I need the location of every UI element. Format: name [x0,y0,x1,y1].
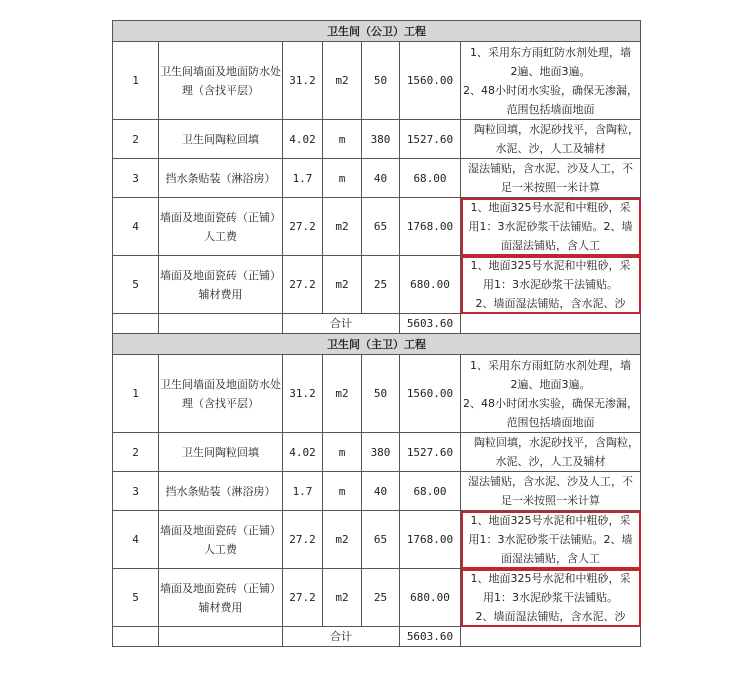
description-line: 足一米按照一米计算 [501,494,601,507]
item-name-cell: 墙面及地面瓷砖（正铺）人工费 [159,198,283,256]
empty-cell [113,314,159,334]
item-name-cell: 挡水条贴装（淋浴房） [159,159,283,198]
unit-cell: m2 [323,42,362,120]
description-line: 2、墙面湿法铺贴，含水泥、沙 [475,297,626,310]
item-name-cell: 墙面及地面瓷砖（正铺）辅材费用 [159,256,283,314]
quantity-cell: 27.2 [283,256,323,314]
highlighted-description-cell [461,511,641,569]
description-line: 2遍、地面3遍。 [510,64,591,78]
unit-cell: m [323,433,362,472]
table-row [113,472,641,511]
highlighted-description-cell [461,256,641,314]
description-line: 足一米按照一米计算 [501,181,601,194]
quantity-cell: 31.2 [283,42,323,120]
section-header-row [113,334,641,355]
empty-cell [159,627,283,647]
unit-cell: m [323,159,362,198]
item-name-cell: 卫生间陶粒回填 [159,433,283,472]
row-number-cell: 5 [113,569,159,627]
unit-price-cell: 40 [362,159,400,198]
total-label: 合计 [283,627,400,647]
amount-cell: 68.00 [400,472,461,511]
description-line: 用1：3水泥砂浆干法铺贴。 [483,278,619,291]
amount-cell: 1527.60 [400,433,461,472]
description-line: 2、墙面湿法铺贴，含水泥、沙 [475,610,626,623]
description-line: 用1：3水泥砂浆干法铺贴。 [483,591,619,604]
item-name-cell: 卫生间墙面及地面防水处理（含找平层） [159,355,283,433]
section-header-row [113,21,641,42]
table-row [113,159,641,198]
unit-cell: m2 [323,355,362,433]
table-row [113,42,641,120]
empty-cell [461,314,641,334]
description-line: 1、地面325号水泥和中粗砂，采 [470,514,631,527]
description-line: 1、采用东方雨虹防水剂处理，墙 [470,358,632,372]
description-line: 2、48小时闭水实验，确保无渗漏， [463,396,639,410]
description-line: 2遍、地面3遍。 [510,377,591,391]
row-number-cell: 1 [113,355,159,433]
row-number-cell: 1 [113,42,159,120]
total-value: 5603.60 [400,314,461,334]
table-row [113,569,641,627]
table-body [113,21,641,647]
quotation-table [112,20,641,647]
description-line: 1、采用东方雨虹防水剂处理，墙 [470,45,632,59]
item-name-cell: 墙面及地面瓷砖（正铺）辅材费用 [159,569,283,627]
quantity-cell: 27.2 [283,511,323,569]
amount-cell: 1768.00 [400,198,461,256]
total-label: 合计 [283,314,400,334]
quantity-cell: 1.7 [283,472,323,511]
unit-price-cell: 40 [362,472,400,511]
description-cell [461,159,641,198]
item-name-cell: 墙面及地面瓷砖（正铺）人工费 [159,511,283,569]
amount-cell: 1560.00 [400,355,461,433]
item-name-cell: 卫生间陶粒回填 [159,120,283,159]
total-value: 5603.60 [400,627,461,647]
section-title: 卫生间（公卫）工程 [113,21,641,42]
unit-price-cell: 380 [362,433,400,472]
row-number-cell: 4 [113,198,159,256]
empty-cell [461,627,641,647]
unit-cell: m2 [323,511,362,569]
row-number-cell: 5 [113,256,159,314]
highlighted-description-cell [461,198,641,256]
description-line: 陶粒回填，水泥砂找平，含陶粒， [474,436,640,449]
amount-cell: 680.00 [400,569,461,627]
table-row [113,511,641,569]
description-line: 陶粒回填，水泥砂找平，含陶粒， [474,123,640,136]
section-title: 卫生间（主卫）工程 [113,334,641,355]
description-cell [461,433,641,472]
quantity-cell: 4.02 [283,120,323,159]
description-line: 1、地面325号水泥和中粗砂，采 [470,259,631,272]
item-name-cell: 挡水条贴装（淋浴房） [159,472,283,511]
description-line: 用1：3水泥砂浆干法铺贴。2、墙 [468,220,633,233]
empty-cell [113,627,159,647]
description-cell [461,42,641,120]
quantity-cell: 1.7 [283,159,323,198]
amount-cell: 68.00 [400,159,461,198]
quantity-cell: 27.2 [283,198,323,256]
amount-cell: 1527.60 [400,120,461,159]
unit-price-cell: 25 [362,569,400,627]
row-number-cell: 2 [113,120,159,159]
description-line: 湿法铺贴，含水泥、沙及人工，不 [468,162,634,175]
table-row [113,433,641,472]
description-cell [461,120,641,159]
unit-price-cell: 50 [362,355,400,433]
table-row [113,355,641,433]
description-line: 用1：3水泥砂浆干法铺贴。2、墙 [468,533,633,546]
unit-price-cell: 50 [362,42,400,120]
unit-cell: m2 [323,256,362,314]
description-line: 面湿法铺贴，含人工 [501,239,601,252]
table-row [113,120,641,159]
row-number-cell: 2 [113,433,159,472]
empty-cell [159,314,283,334]
unit-cell: m [323,472,362,511]
description-line: 范围包括墙面地面 [506,102,595,116]
unit-price-cell: 65 [362,511,400,569]
amount-cell: 1560.00 [400,42,461,120]
quantity-cell: 4.02 [283,433,323,472]
description-line: 范围包括墙面地面 [506,415,595,429]
description-line: 湿法铺贴，含水泥、沙及人工，不 [468,475,634,488]
description-line: 1、地面325号水泥和中粗砂，采 [470,572,631,585]
unit-price-cell: 65 [362,198,400,256]
unit-price-cell: 25 [362,256,400,314]
description-line: 水泥、沙，人工及辅材 [495,142,606,155]
description-cell [461,472,641,511]
amount-cell: 680.00 [400,256,461,314]
description-line: 面湿法铺贴，含人工 [501,552,601,565]
row-number-cell: 4 [113,511,159,569]
description-line: 2、48小时闭水实验，确保无渗漏， [463,83,639,97]
description-line: 1、地面325号水泥和中粗砂，采 [470,201,631,214]
item-name-cell: 卫生间墙面及地面防水处理（含找平层） [159,42,283,120]
quantity-cell: 31.2 [283,355,323,433]
row-number-cell: 3 [113,472,159,511]
quantity-cell: 27.2 [283,569,323,627]
description-cell [461,355,641,433]
total-row [113,627,641,647]
table-row [113,256,641,314]
highlighted-description-cell [461,569,641,627]
unit-price-cell: 380 [362,120,400,159]
table-row [113,198,641,256]
total-row [113,314,641,334]
unit-cell: m [323,120,362,159]
unit-cell: m2 [323,198,362,256]
description-line: 水泥、沙，人工及辅材 [495,455,606,468]
amount-cell: 1768.00 [400,511,461,569]
unit-cell: m2 [323,569,362,627]
row-number-cell: 3 [113,159,159,198]
